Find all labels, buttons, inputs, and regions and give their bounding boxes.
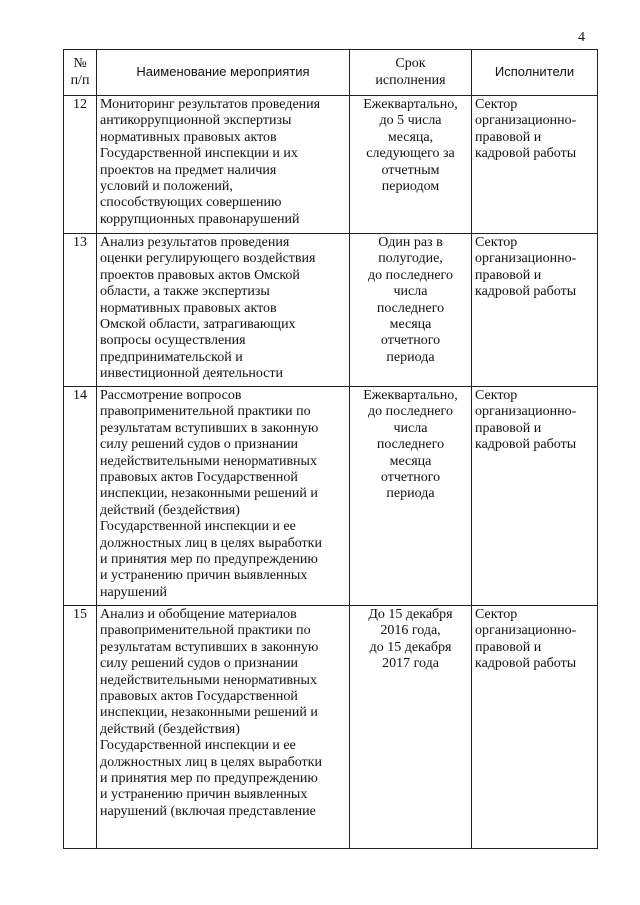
executors: Сектор организационно- правовой и кадровой работы xyxy=(472,96,598,234)
measure-name: Рассмотрение вопросов правоприменительной практики по результатам вступивших в законную силу решений судов о признании недействительными ненормативных правовых актов Государственной инспекции, незаконными решений и действий (бездействия) Государственной инспекции и ее должностных лиц в целях выработки и принятия мер по предупреждению и устранению причин выявленных нарушений xyxy=(97,387,350,606)
table-row xyxy=(64,96,598,234)
row-number: 12 xyxy=(64,96,97,234)
table-body xyxy=(64,96,598,849)
table-row xyxy=(64,234,598,387)
table-header xyxy=(64,50,598,96)
table-row xyxy=(64,387,598,606)
measure-name: Анализ результатов проведения оценки регулирующего воздействия проектов правовых актов Омской области, а также экспертизы нормативных правовых актов Омской области, затрагивающих вопросы осуществления предпринимательской и инвестиционной деятельности xyxy=(97,234,350,387)
executors: Сектор организационно- правовой и кадровой работы xyxy=(472,234,598,387)
table-row xyxy=(64,606,598,849)
executors: Сектор организационно- правовой и кадровой работы xyxy=(472,606,598,849)
row-number: 14 xyxy=(64,387,97,606)
row-number: 13 xyxy=(64,234,97,387)
measure-name: Мониторинг результатов проведения антикоррупционной экспертизы нормативных правовых актов Государственной инспекции и их проектов на предмет наличия условий и положений, способствующих совершению коррупционных правонарушений xyxy=(97,96,350,234)
deadline: До 15 декабря 2016 года, до 15 декабря 2017 года xyxy=(350,606,472,849)
page-number: 4 xyxy=(578,30,585,45)
executors: Сектор организационно- правовой и кадровой работы xyxy=(472,387,598,606)
header-number: № п/п xyxy=(64,50,97,96)
deadline: Ежеквартально, до последнего числа последнего месяца отчетного периода xyxy=(350,387,472,606)
row-number: 15 xyxy=(64,606,97,849)
measure-name: Анализ и обобщение материалов правоприменительной практики по результатам вступивших в законную силу решений судов о признании недействительными ненормативных правовых актов Государственной инспекции, незаконными решений и действий (бездействия) Государственной инспекции и ее должностных лиц в целях выработки и принятия мер по предупреждению и устранению причин выявленных нарушений (включая представление xyxy=(97,606,350,849)
header-deadline: Срок исполнения xyxy=(350,50,472,96)
header-row xyxy=(64,50,598,96)
measures-table xyxy=(63,49,598,849)
header-executors: Исполнители xyxy=(472,50,598,96)
header-measure-name: Наименование мероприятия xyxy=(97,50,350,96)
deadline: Один раз в полугодие, до последнего числа последнего месяца отчетного периода xyxy=(350,234,472,387)
deadline: Ежеквартально, до 5 числа месяца, следующего за отчетным периодом xyxy=(350,96,472,234)
